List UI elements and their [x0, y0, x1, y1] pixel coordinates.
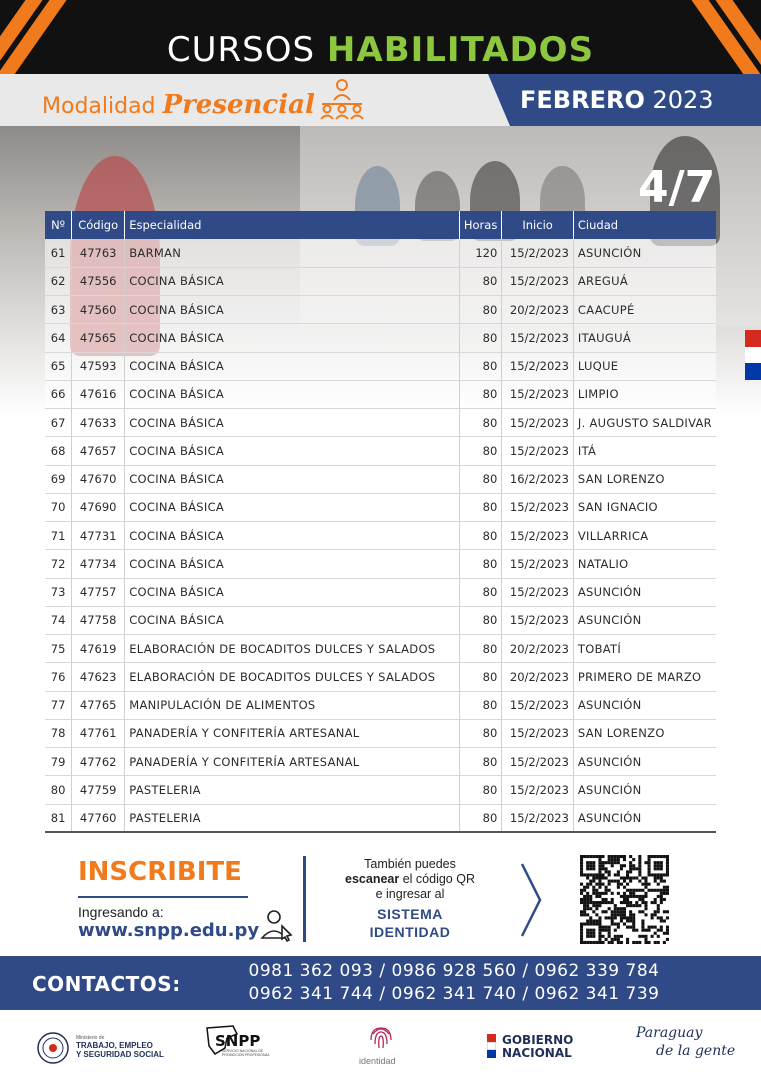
sistema-line-2: IDENTIDAD	[369, 924, 451, 940]
cell-horas: 120	[459, 239, 501, 267]
cell-codigo: 47657	[72, 437, 125, 465]
cell-especialidad: COCINA BÁSICA	[125, 352, 460, 380]
cell-horas: 80	[459, 606, 501, 634]
cell-numero: 68	[45, 437, 72, 465]
cell-especialidad: COCINA BÁSICA	[125, 578, 460, 606]
cell-especialidad: COCINA BÁSICA	[125, 409, 460, 437]
cell-especialidad: PASTELERIA	[125, 776, 460, 804]
cell-codigo: 47763	[72, 239, 125, 267]
snpp-url-link[interactable]: www.snpp.edu.py	[78, 920, 260, 941]
cell-especialidad: BARMAN	[125, 239, 460, 267]
cell-ciudad: J. AUGUSTO SALDIVAR	[573, 409, 716, 437]
cell-horas: 80	[459, 437, 501, 465]
cell-especialidad: COCINA BÁSICA	[125, 267, 460, 295]
group-people-icon	[318, 78, 366, 120]
ministry-seal-icon	[36, 1031, 70, 1065]
cell-horas: 80	[459, 748, 501, 776]
cell-horas: 80	[459, 719, 501, 747]
table-row	[45, 635, 716, 663]
cell-inicio: 15/2/2023	[502, 493, 574, 521]
table-row	[45, 267, 716, 295]
table-row	[45, 465, 716, 493]
scan-line-3: e ingresar al	[375, 887, 445, 901]
table-body	[45, 239, 716, 832]
cell-horas: 80	[459, 380, 501, 408]
cell-inicio: 15/2/2023	[502, 804, 574, 832]
table-row	[45, 804, 716, 832]
paraguay-line-2: de la gente	[656, 1043, 736, 1059]
paraguay-gente-logo	[636, 1024, 735, 1060]
cell-numero: 74	[45, 606, 72, 634]
cell-especialidad: ELABORACIÓN DE BOCADITOS DULCES Y SALADOS	[125, 635, 460, 663]
table-row	[45, 409, 716, 437]
header-ciudad: Ciudad	[577, 218, 619, 232]
cell-inicio: 15/2/2023	[502, 719, 574, 747]
cell-horas: 80	[459, 465, 501, 493]
sistema-line-1: SISTEMA	[377, 906, 443, 922]
cell-horas: 80	[459, 578, 501, 606]
table-row	[45, 437, 716, 465]
paraguay-flag-icon	[745, 330, 761, 380]
modalidad-label	[42, 90, 315, 120]
cell-inicio: 15/2/2023	[502, 691, 574, 719]
cell-numero: 76	[45, 663, 72, 691]
cell-numero: 77	[45, 691, 72, 719]
cell-codigo: 47758	[72, 606, 125, 634]
cell-ciudad: SAN LORENZO	[573, 465, 716, 493]
table-row	[45, 239, 716, 267]
cell-inicio: 20/2/2023	[502, 663, 574, 691]
scan-bold: escanear	[345, 872, 400, 886]
ministerio-line-1: TRABAJO, EMPLEO	[76, 1041, 153, 1050]
cell-horas: 80	[459, 493, 501, 521]
cell-especialidad: COCINA BÁSICA	[125, 296, 460, 324]
cell-codigo: 47690	[72, 493, 125, 521]
cell-ciudad: ITAUGUÁ	[573, 324, 716, 352]
cell-numero: 73	[45, 578, 72, 606]
cell-inicio: 15/2/2023	[502, 606, 574, 634]
header-bar	[0, 0, 761, 74]
cell-ciudad: NATALIO	[573, 550, 716, 578]
cell-especialidad: PASTELERIA	[125, 804, 460, 832]
cell-codigo: 47761	[72, 719, 125, 747]
cell-ciudad: SAN IGNACIO	[573, 493, 716, 521]
cell-codigo: 47670	[72, 465, 125, 493]
gobierno-nacional-logo	[502, 1034, 573, 1060]
cell-codigo: 47619	[72, 635, 125, 663]
month-label	[520, 86, 714, 114]
cell-codigo: 47762	[72, 748, 125, 776]
cell-numero: 78	[45, 719, 72, 747]
cell-numero: 62	[45, 267, 72, 295]
contacts-label: CONTACTOS:	[32, 972, 181, 996]
cell-ciudad: CAACUPÉ	[573, 296, 716, 324]
paraguay-line-1: Paraguay	[636, 1025, 703, 1041]
courses-table-wrap	[45, 211, 716, 833]
cell-codigo: 47560	[72, 296, 125, 324]
table-row	[45, 493, 716, 521]
cell-ciudad: ASUNCIÓN	[573, 239, 716, 267]
cell-especialidad: COCINA BÁSICA	[125, 550, 460, 578]
user-cursor-icon	[258, 906, 294, 942]
cell-ciudad: ASUNCIÓN	[573, 578, 716, 606]
cell-numero: 70	[45, 493, 72, 521]
cell-horas: 80	[459, 352, 501, 380]
cell-ciudad: ASUNCIÓN	[573, 691, 716, 719]
gobierno-flag-icon	[487, 1034, 496, 1058]
cell-inicio: 15/2/2023	[502, 437, 574, 465]
cell-especialidad: COCINA BÁSICA	[125, 493, 460, 521]
cell-inicio: 15/2/2023	[502, 409, 574, 437]
cell-inicio: 15/2/2023	[502, 522, 574, 550]
cell-ciudad: SAN LORENZO	[573, 719, 716, 747]
cell-horas: 80	[459, 804, 501, 832]
cell-ciudad: ASUNCIÓN	[573, 804, 716, 832]
table-row	[45, 578, 716, 606]
sistema-identidad-label	[322, 905, 498, 941]
scan-instructions	[322, 857, 498, 902]
cell-inicio: 15/2/2023	[502, 776, 574, 804]
title-light: CURSOS	[166, 30, 316, 70]
cell-especialidad: MANIPULACIÓN DE ALIMENTOS	[125, 691, 460, 719]
snpp-subtitle: SERVICIO NACIONAL DE PROMOCIÓN PROFESIONAL	[222, 1049, 270, 1057]
table-row	[45, 776, 716, 804]
table-row	[45, 550, 716, 578]
cell-especialidad: COCINA BÁSICA	[125, 437, 460, 465]
cell-codigo: 47623	[72, 663, 125, 691]
gobierno-line-2: NACIONAL	[502, 1046, 572, 1060]
cell-horas: 80	[459, 663, 501, 691]
table-row	[45, 380, 716, 408]
modalidad-text: Modalidad	[42, 94, 156, 119]
cell-especialidad: ELABORACIÓN DE BOCADITOS DULCES Y SALADOS	[125, 663, 460, 691]
chevron-right-icon	[518, 862, 544, 938]
header-especialidad: Especialidad	[125, 211, 460, 239]
cell-horas: 80	[459, 776, 501, 804]
title-bold: HABILITADOS	[326, 30, 595, 70]
cell-ciudad: ASUNCIÓN	[573, 606, 716, 634]
cell-ciudad: VILLARRICA	[573, 522, 716, 550]
cell-ciudad: ASUNCIÓN	[573, 748, 716, 776]
cell-ciudad: LIMPIO	[573, 380, 716, 408]
cell-horas: 80	[459, 296, 501, 324]
cell-inicio: 15/2/2023	[502, 324, 574, 352]
identidad-logo-text: identidad	[359, 1056, 396, 1066]
ministerio-prefix: Ministerio de	[76, 1035, 105, 1041]
cell-ciudad: ASUNCIÓN	[573, 776, 716, 804]
cell-horas: 80	[459, 691, 501, 719]
cell-inicio: 16/2/2023	[502, 465, 574, 493]
cell-codigo: 47616	[72, 380, 125, 408]
cell-codigo: 47593	[72, 352, 125, 380]
phones-line-1[interactable]: 0981 362 093 / 0986 928 560 / 0962 339 784	[248, 961, 660, 981]
cell-especialidad: COCINA BÁSICA	[125, 465, 460, 493]
ministerio-line-2: Y SEGURIDAD SOCIAL	[76, 1050, 164, 1059]
ministerio-name	[76, 1041, 164, 1059]
cell-numero: 65	[45, 352, 72, 380]
cell-codigo: 47760	[72, 804, 125, 832]
page-indicator: 4/7	[638, 162, 716, 213]
modalidad-value: Presencial	[162, 90, 315, 120]
table-row	[45, 606, 716, 634]
cell-numero: 67	[45, 409, 72, 437]
snpp-logo-text: SNPP	[215, 1032, 261, 1050]
cell-codigo: 47757	[72, 578, 125, 606]
contact-phones	[214, 960, 694, 1006]
cell-especialidad: PANADERÍA Y CONFITERÍA ARTESANAL	[125, 719, 460, 747]
cell-numero: 75	[45, 635, 72, 663]
cell-codigo: 47759	[72, 776, 125, 804]
table-row	[45, 691, 716, 719]
cell-inicio: 20/2/2023	[502, 296, 574, 324]
scan-line-1: También puedes	[364, 857, 456, 871]
cell-ciudad: LUQUE	[573, 352, 716, 380]
header-horas: Horas	[459, 211, 501, 239]
page-title	[0, 30, 761, 70]
cell-horas: 80	[459, 409, 501, 437]
inscribite-underline	[78, 896, 248, 898]
cell-horas: 80	[459, 522, 501, 550]
cell-inicio: 15/2/2023	[502, 267, 574, 295]
header-codigo: Código	[72, 211, 125, 239]
cell-especialidad: COCINA BÁSICA	[125, 324, 460, 352]
cell-inicio: 15/2/2023	[502, 550, 574, 578]
inscribite-heading: INSCRIBITE	[78, 857, 242, 887]
cell-horas: 80	[459, 267, 501, 295]
cell-inicio: 20/2/2023	[502, 635, 574, 663]
cell-numero: 81	[45, 804, 72, 832]
table-header-row	[45, 211, 716, 239]
cell-ciudad: AREGUÁ	[573, 267, 716, 295]
header-numero: Nº	[45, 211, 72, 239]
cell-numero: 72	[45, 550, 72, 578]
cell-ciudad: PRIMERO DE MARZO	[573, 663, 716, 691]
cell-numero: 71	[45, 522, 72, 550]
month-year: 2023	[652, 86, 714, 114]
table-row	[45, 324, 716, 352]
cell-horas: 80	[459, 635, 501, 663]
cell-inicio: 15/2/2023	[502, 352, 574, 380]
courses-table	[45, 211, 716, 833]
cell-numero: 61	[45, 239, 72, 267]
cell-especialidad: COCINA BÁSICA	[125, 522, 460, 550]
table-row	[45, 522, 716, 550]
cell-inicio: 15/2/2023	[502, 578, 574, 606]
table-row	[45, 748, 716, 776]
cell-numero: 79	[45, 748, 72, 776]
cell-horas: 80	[459, 324, 501, 352]
cell-codigo: 47633	[72, 409, 125, 437]
cell-especialidad: COCINA BÁSICA	[125, 380, 460, 408]
cell-codigo: 47556	[72, 267, 125, 295]
section-divider	[303, 856, 306, 942]
table-row	[45, 296, 716, 324]
cell-especialidad: PANADERÍA Y CONFITERÍA ARTESANAL	[125, 748, 460, 776]
cell-inicio: 15/2/2023	[502, 239, 574, 267]
table-row	[45, 719, 716, 747]
phones-line-2[interactable]: 0962 341 744 / 0962 341 740 / 0962 341 739	[248, 984, 660, 1004]
cell-inicio: 15/2/2023	[502, 380, 574, 408]
cell-numero: 80	[45, 776, 72, 804]
cell-numero: 69	[45, 465, 72, 493]
fingerprint-icon	[368, 1024, 394, 1052]
cell-numero: 64	[45, 324, 72, 352]
cell-ciudad: ITÁ	[573, 437, 716, 465]
cell-numero: 66	[45, 380, 72, 408]
gobierno-line-1: GOBIERNO	[502, 1033, 574, 1047]
table-row	[45, 352, 716, 380]
header-inicio: Inicio	[502, 211, 574, 239]
cell-codigo: 47731	[72, 522, 125, 550]
cell-inicio: 15/2/2023	[502, 748, 574, 776]
cell-codigo: 47734	[72, 550, 125, 578]
cell-especialidad: COCINA BÁSICA	[125, 606, 460, 634]
qr-code-icon[interactable]	[580, 855, 669, 944]
ingresando-text: Ingresando a:	[78, 904, 164, 920]
scan-rest: el código QR	[399, 872, 475, 886]
cell-numero: 63	[45, 296, 72, 324]
month-name: FEBRERO	[520, 86, 645, 114]
cell-ciudad: TOBATÍ	[573, 635, 716, 663]
cell-codigo: 47565	[72, 324, 125, 352]
cell-codigo: 47765	[72, 691, 125, 719]
table-row	[45, 663, 716, 691]
scan-line-2	[322, 872, 498, 887]
cell-horas: 80	[459, 550, 501, 578]
